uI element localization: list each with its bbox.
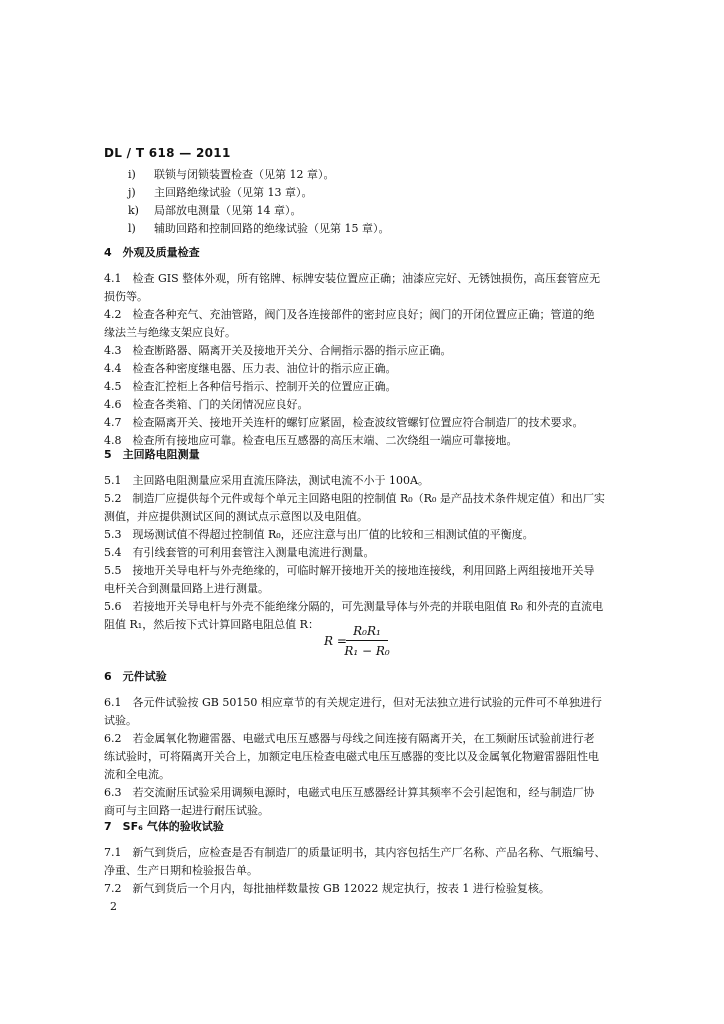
clause-4-2: 4.2 检查各种充气、充油管路，阀门及各连接部件的密封应良好；阀门的开闭位置应正确；管道的绝 缘法兰与绝缘支架应良好。 [104,308,595,339]
clause-7-1: 7.1 新气到货后，应检查是否有制造厂的质量证明书，其内容包括生产厂名称、产品名称、气瓶编号、 净重、生产日期和检验报告单。 [104,846,606,877]
list-block [104,166,624,238]
section-heading: 6 元件试验 [104,670,167,683]
clause-7-2: 7.2 新气到货后一个月内，每批抽样数量按 GB 12022 规定执行，按表 1 进行检验复核。 [104,882,550,895]
clause-4-7: 4.7 检查隔离开关、接地开关连杆的螺钉应紧固，检查波纹管螺钉位置应符合制造厂的技术要求。 [104,416,584,429]
clause-6-2: 6.2 若金属氧化物避雷器、电磁式电压互感器与母线之间连接有隔离开关，在工频耐压试验前进行老 练试验时，可将隔离开关合上，加额定电压检查电磁式电压互感器的变比以及金属氧化物避雷器阻性电 流和全电流。 [104,732,599,781]
clause-4-3: 4.3 检查断路器、隔离开关及接地开关分、合闸指示器的指示应正确。 [104,344,452,357]
list-item: j) 主回路绝缘试验（见第 13 章）。 [128,186,313,199]
formula-numerator: R₀R₁ [353,624,381,638]
clause-5-3: 5.3 现场测试值不得超过控制值 R₀，还应注意与出厂值的比较和三相测试值的平衡度。 [104,528,534,541]
clause-4-4: 4.4 检查各种密度继电器、压力表、油位计的指示应正确。 [104,362,397,375]
resistance-formula [324,622,404,666]
standard-code-header: DL / T 618 — 2011 [104,146,231,160]
list-item: k) 局部放电测量（见第 14 章）。 [128,204,302,217]
section-7 [104,818,624,898]
clause-5-4: 5.4 有引线套管的可利用套管注入测量电流进行测量。 [104,546,375,559]
clause-6-3: 6.3 若交流耐压试验采用调频电源时，电磁式电压互感器经计算其频率不会引起饱和，经与制造厂协 商可与主回路一起进行耐压试验。 [104,786,595,817]
list-item: i) 联锁与闭锁装置检查（见第 12 章）。 [128,168,335,181]
clause-5-6: 5.6 若接地开关导电杆与外壳不能绝缘分隔的，可先测量导体与外壳的并联电阻值 R₀ 和外壳的直流电 阻值 R₁，然后按下式计算回路电阻总值 R： [104,600,604,631]
clause-6-1: 6.1 各元件试验按 GB 50150 相应章节的有关规定进行，但对无法独立进行试验的元件可不单独进行 试验。 [104,696,602,727]
section-5 [104,446,624,634]
clause-4-5: 4.5 检查汇控柜上各种信号指示、控制开关的位置应正确。 [104,380,397,393]
section-heading: 5 主回路电阻测量 [104,448,200,461]
formula-fraction [344,622,390,659]
page-number: 2 [110,900,117,913]
section-6 [104,668,624,820]
section-heading: 7 SF₆ 气体的验收试验 [104,820,224,833]
clause-5-2: 5.2 制造厂应提供每个元件或每个单元主回路电阻的控制值 R₀（R₀ 是产品技术条件规定值）和出厂实 测值，并应提供测试区间的测试点示意图以及电阻值。 [104,492,605,523]
section-4 [104,244,624,450]
formula-lhs: R = [324,634,347,648]
list-item: l) 辅助回路和控制回路的绝缘试验（见第 15 章）。 [128,222,390,235]
clause-4-6: 4.6 检查各类箱、门的关闭情况应良好。 [104,398,309,411]
formula-denominator: R₁ − R₀ [344,644,390,658]
clause-5-5: 5.5 接地开关导电杆与外壳绝缘的，可临时解开接地开关的接地连接线，利用回路上两组接地开关导 电杆关合到测量回路上进行测量。 [104,564,595,595]
clause-4-8: 4.8 检查所有接地应可靠。检查电压互感器的高压末端、二次绕组一端应可靠接地。 [104,434,518,447]
section-heading: 4 外观及质量检查 [104,246,200,259]
clause-5-1: 5.1 主回路电阻测量应采用直流压降法，测试电流不小于 100A。 [104,474,429,487]
clause-4-1: 4.1 检查 GIS 整体外观，所有铭牌、标牌安装位置应正确；油漆应完好、无锈蚀损伤，高压套管应无 损伤等。 [104,272,601,303]
